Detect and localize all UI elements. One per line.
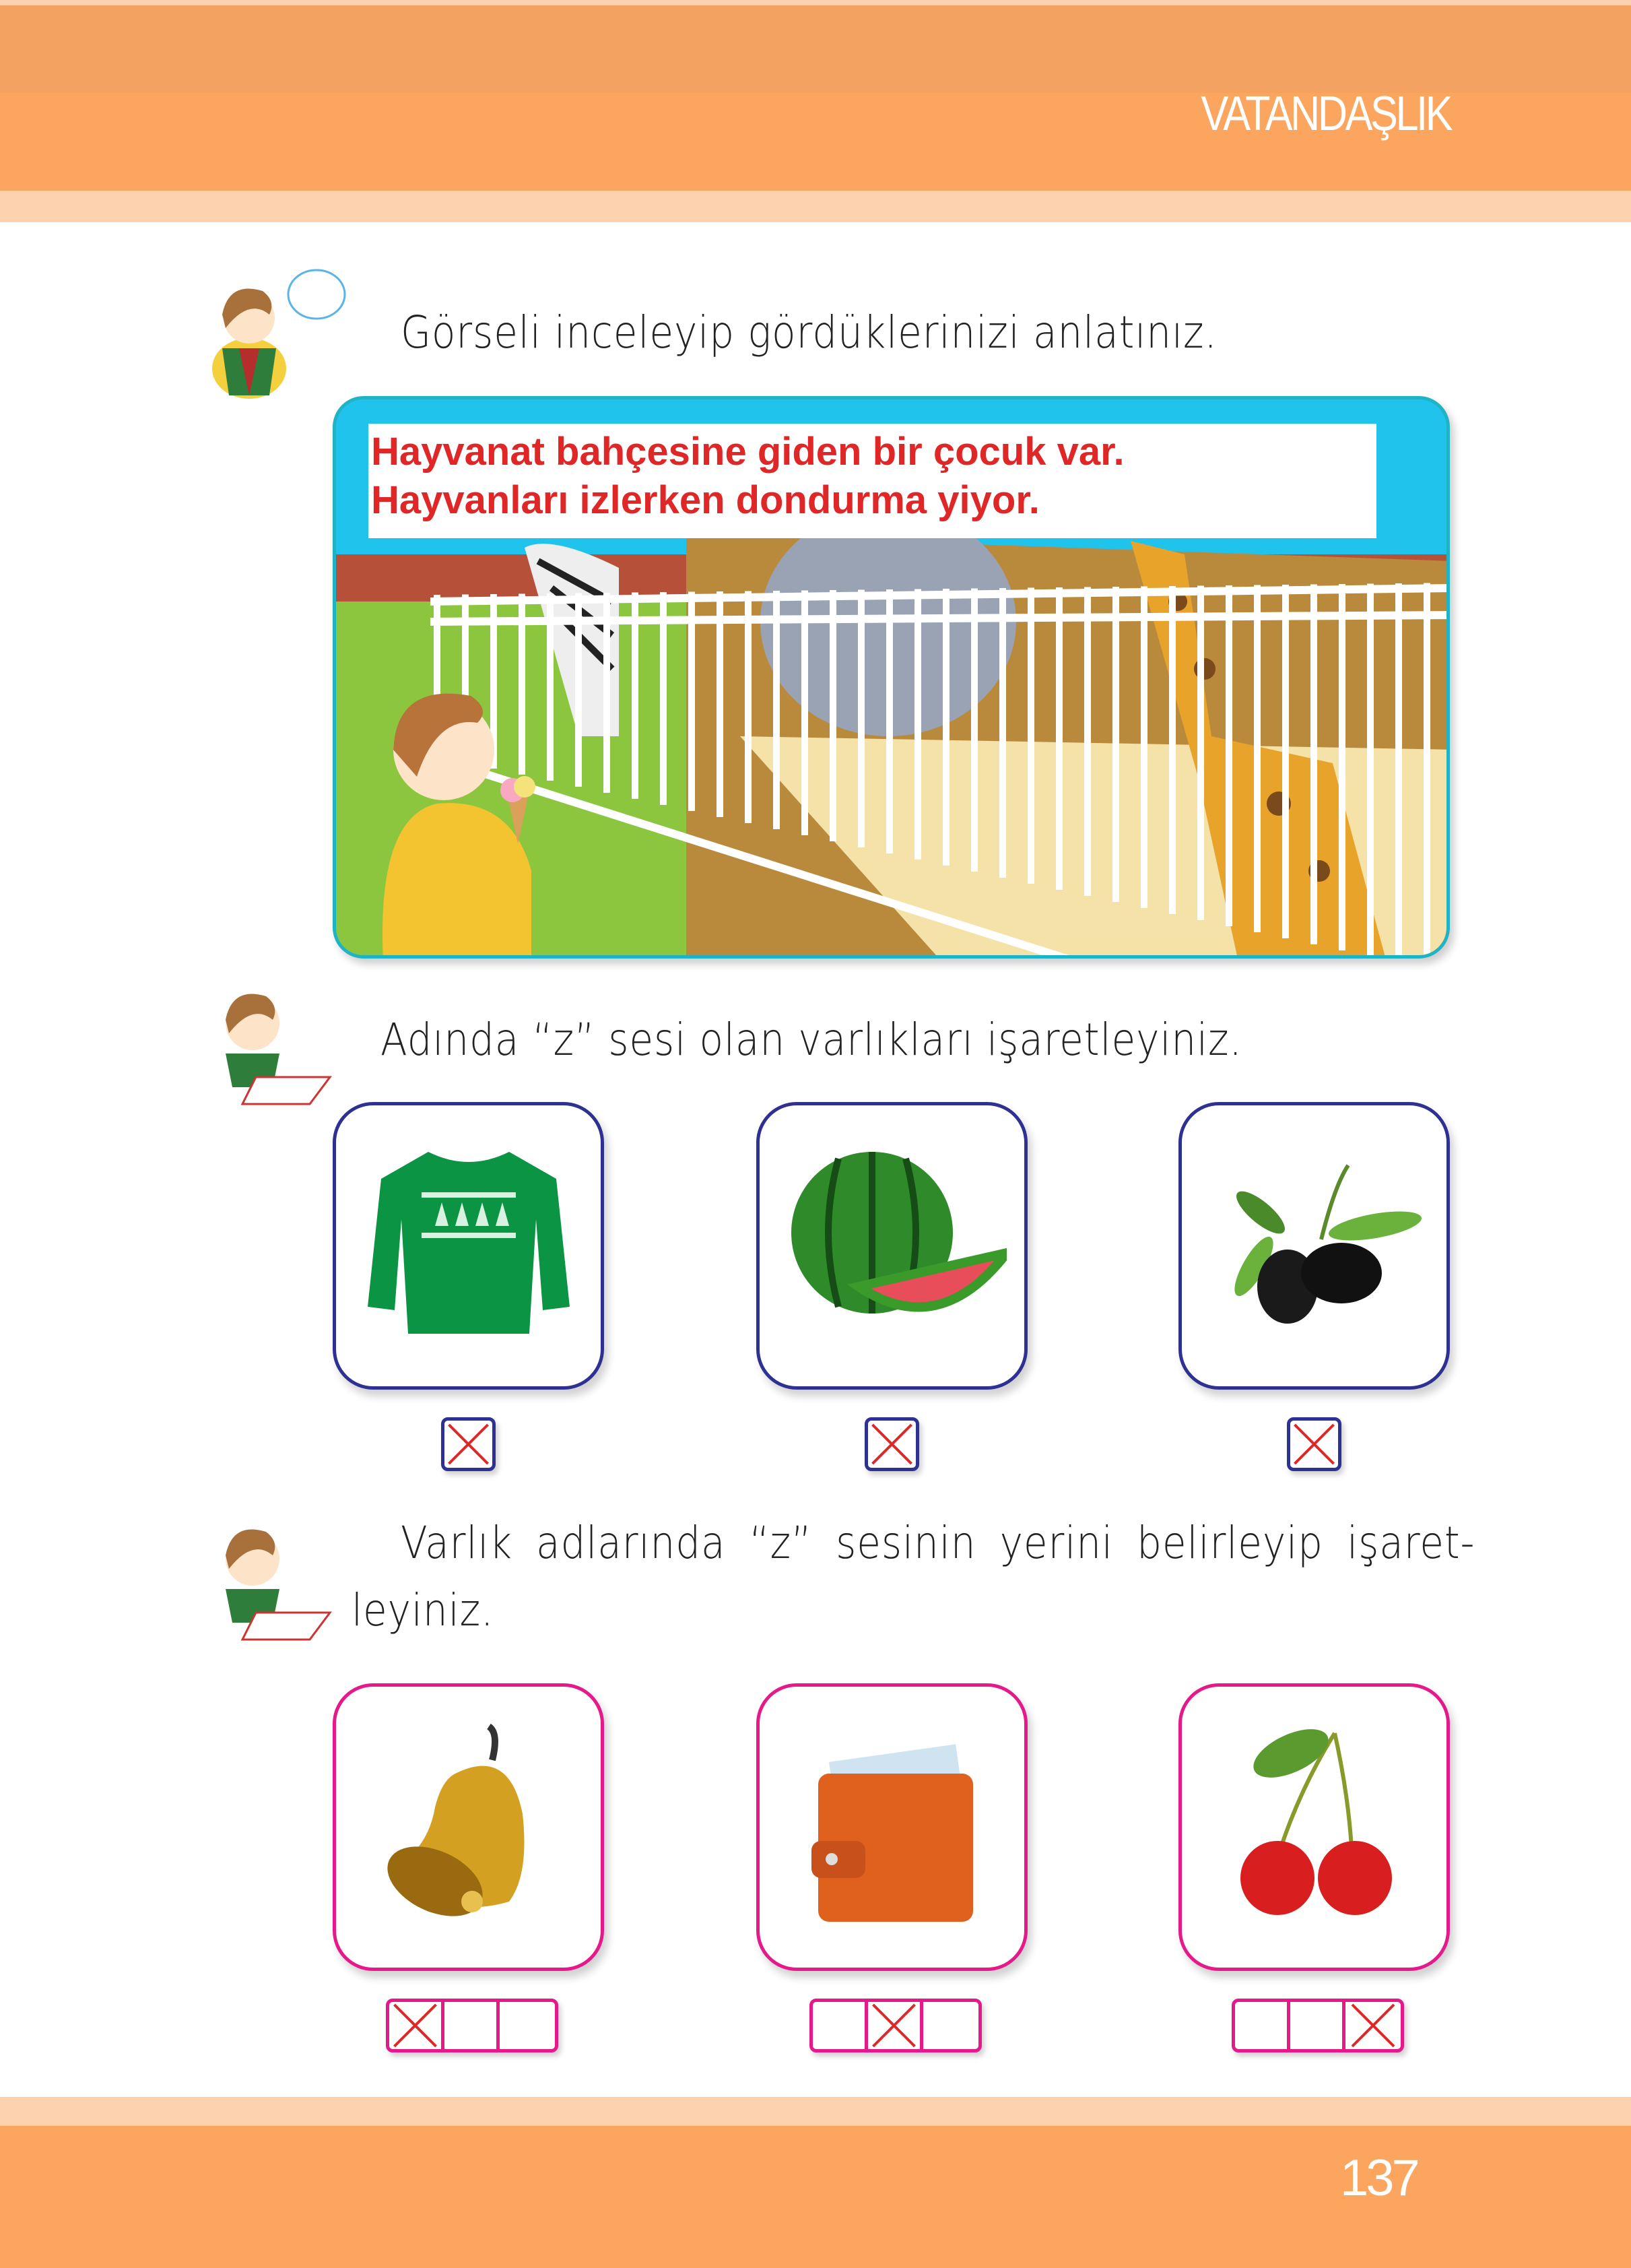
position-boxes-wallet [809,1999,982,2052]
position-box-1[interactable] [813,2002,868,2049]
answer-line-2: Hayvanları izlerken dondurma yiyor. [371,478,1040,522]
checkbox-sweater[interactable] [441,1417,496,1471]
wallet-icon [778,1720,1007,1935]
writing-girl-icon [195,1512,337,1643]
position-box-2[interactable] [868,2002,923,2049]
x-mark-icon [1345,2002,1401,2049]
speaking-girl-icon [195,267,357,402]
activity1-instruction: Görseli inceleyip gördüklerinizi anlatınız. [401,306,1218,358]
position-boxes-cherry [1232,1999,1404,2052]
card-cherry [1178,1683,1450,1971]
answer-line-1: Hayvanat bahçesine giden bir çocuk var. [371,430,1125,474]
x-mark-icon [389,2002,441,2049]
checkbox-watermelon[interactable] [865,1417,919,1471]
activity2-instruction: Adında “z” sesi olan varlıkları işaretleyiniz. [380,1014,1242,1066]
x-mark-icon [1290,1421,1338,1468]
section-title: VATANDAŞLIK [1201,87,1451,141]
position-box-3[interactable] [1345,2002,1401,2049]
card-olive [1178,1102,1450,1390]
activity3-instruction-line2: leyiniz. [352,1584,494,1636]
x-mark-icon [444,1421,492,1468]
cherry-icon [1200,1720,1429,1935]
writing-girl-icon [195,976,337,1107]
card-bell [333,1683,604,1971]
card-wallet [756,1683,1028,1971]
x-mark-icon [868,1421,916,1468]
sweater-icon [354,1138,583,1354]
card-watermelon [756,1102,1028,1390]
position-boxes-bell [386,1999,558,2052]
checkbox-olive[interactable] [1287,1417,1341,1471]
position-box-2[interactable] [1290,2002,1345,2049]
bell-icon [354,1720,583,1935]
activity3-instruction-line1: Varlık adlarında “z” sesinin yerini belirleyip işaret- [401,1517,1475,1569]
card-sweater [333,1102,604,1390]
watermelon-icon [778,1138,1007,1354]
answer-textbox[interactable] [368,424,1376,538]
position-box-3[interactable] [500,2002,555,2049]
page-number: 137 [1340,2149,1418,2207]
x-mark-icon [868,2002,920,2049]
position-box-2[interactable] [444,2002,500,2049]
position-box-1[interactable] [389,2002,444,2049]
position-box-1[interactable] [1235,2002,1290,2049]
olive-icon [1200,1138,1429,1354]
position-box-3[interactable] [923,2002,978,2049]
